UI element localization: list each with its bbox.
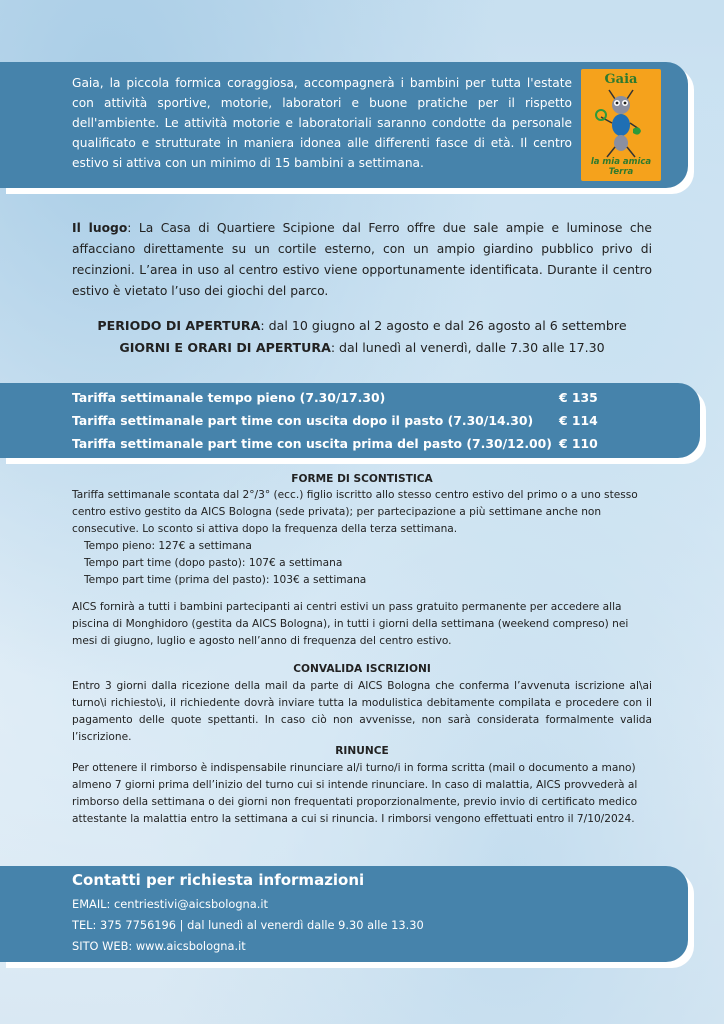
tariff-price: € 110 xyxy=(559,436,598,451)
contact-email[interactable]: EMAIL: centriestivi@aicsbologna.it xyxy=(72,897,269,911)
validation-title: CONVALIDA ISCRIZIONI xyxy=(293,663,431,675)
withdrawals-title: RINUNCE xyxy=(335,745,389,757)
period-label: PERIODO DI APERTURA xyxy=(97,318,261,333)
opening-period xyxy=(0,318,724,333)
tariff-row xyxy=(72,387,632,409)
pool-paragraph: AICS fornirà a tutti i bambini partecipanti ai centri estivi un pass gratuito permanente per accedere alla piscina di Monghidoro (gestita da AICS Bologna), in tutti i giorni della settimana (weekend compreso) nei mesi di giugno, luglio e agosto nell’anno di frequenza del centro estivo. xyxy=(72,601,629,647)
discounts-title: FORME DI SCONTISTICA xyxy=(291,473,433,485)
intro-text: Gaia, la piccola formica coraggiosa, accompagnerà i bambini per tutta l'estate con attività sportive, motorie, laboratori e buone pratiche per il rispetto dell'ambiente. Le attività motorie e laboratoriali saranno condotte da personale qualificato e strutturate in maniera idonea alle differenti fasce di età. Il centro estivo si attiva con un minimo di 15 bambini a settimana. xyxy=(72,76,572,170)
tariff-price: € 114 xyxy=(559,413,598,428)
tariff-banner xyxy=(0,383,700,458)
tariff-price: € 135 xyxy=(559,390,598,405)
tariff-row xyxy=(72,410,632,432)
intro-banner xyxy=(0,62,688,188)
place-paragraph xyxy=(72,218,652,302)
discount-item: Tempo pieno: 127€ a settimana xyxy=(84,540,252,552)
period-text: : dal 10 giugno al 2 agosto e dal 26 agosto al 6 settembre xyxy=(260,318,627,333)
withdrawals-text: Per ottenere il rimborso è indispensabile rinunciare al/i turno/i in forma scritta (mail o documento a mano) almeno 7 giorni prima dell’inizio del turno cui si intende rinunciare. In caso di malattia, AICS provvederà al rimborso della settimana o dei giorni non frequentati proporzionalmente, previo invio di certificato medico attestante la malattia entro la settimana a cui si rinuncia. I rimborsi vengono effettuati entro il 7/10/2024. xyxy=(72,762,638,825)
tariff-label: Tariffa settimanale part time con uscita dopo il pasto (7.30/14.30) xyxy=(72,413,534,428)
opening-hours xyxy=(0,340,724,355)
place-label: Il luogo xyxy=(72,221,128,235)
discounts-text: Tariffa settimanale scontata dal 2°/3° (ecc.) figlio iscritto allo stesso centro estivo del primo o a uno stesso centro estivo gestito da AICS Bologna (sede privata); per partecipazione a più settimane anche non consecutive. Lo sconto si attiva dopo la frequenza della terza settimana. xyxy=(72,489,638,535)
contacts-banner xyxy=(0,866,688,962)
tariff-label: Tariffa settimanale part time con uscita prima del pasto (7.30/12.00) xyxy=(72,436,552,451)
logo-title: Gaia xyxy=(604,72,638,87)
place-text: : La Casa di Quartiere Scipione dal Ferro offre due sale ampie e luminose che affacciano direttamente su un cortile esterno, con un ampio giardino pubblico privo di recinzioni. L’area in uso al centro estivo viene opportunamente identificata. Durante il centro estivo è vietato l’uso dei giochi del parco. xyxy=(72,221,652,298)
hours-text: : dal lunedì al venerdì, dalle 7.30 alle 17.30 xyxy=(330,340,605,355)
contacts-title: Contatti per richiesta informazioni xyxy=(72,871,365,889)
logo-caption: la mia amica Terra xyxy=(590,157,652,177)
tariff-label: Tariffa settimanale tempo pieno (7.30/17.30) xyxy=(72,390,386,405)
contact-website[interactable]: SITO WEB: www.aicsbologna.it xyxy=(72,939,246,953)
contact-phone[interactable]: TEL: 375 7756196 | dal lunedì al venerdì dalle 9.30 alle 13.30 xyxy=(72,918,424,932)
tariff-row xyxy=(72,433,632,455)
ant-mascot-icon xyxy=(593,89,649,159)
hours-label: GIORNI E ORARI DI APERTURA xyxy=(119,340,331,355)
discount-item: Tempo part time (prima del pasto): 103€ a settimana xyxy=(84,574,367,586)
validation-text: Entro 3 giorni dalla ricezione della mail da parte di AICS Bologna che conferma l’avvenuta iscrizione al\ai turno\i richiesto\i, il richiedente dovrà inviare tutta la modulistica debitamente compilata e procedere con il pagamento delle quote spettanti. In caso ciò non avvenisse, non sarà considerata formalmente valida l’iscrizione. xyxy=(72,680,652,743)
discount-item: Tempo part time (dopo pasto): 107€ a settimana xyxy=(84,557,343,569)
gaia-logo xyxy=(581,69,661,181)
